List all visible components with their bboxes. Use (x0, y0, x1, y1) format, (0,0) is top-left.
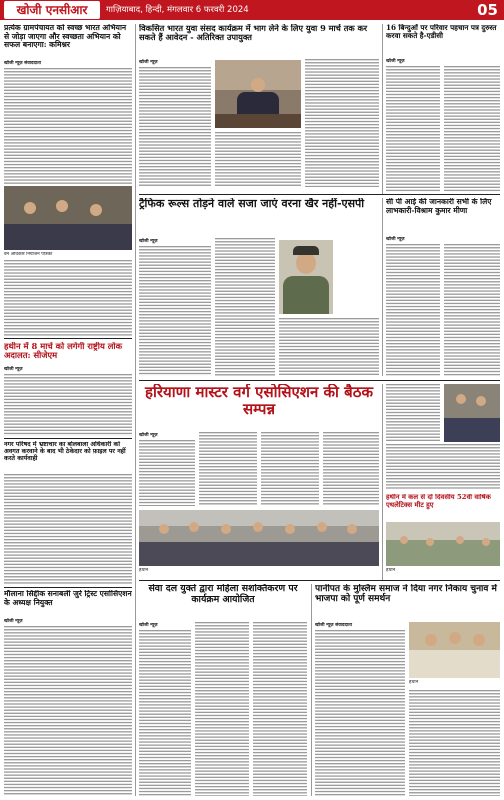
article-4-byline: खोजी न्यूज़ (4, 367, 23, 372)
article-3-headline: 16 बिन्दुओं पर परिवार पहचान पत्र दुरुस्त करवा सकते है-एडीसी (386, 24, 497, 41)
article-11-photo (409, 622, 500, 678)
article-5-headline: ट्रैफिक रूल्स तोड़ने वाले सजा जाएं वरना खैर नहीं-एसपी (139, 198, 365, 210)
column-separator (382, 384, 383, 580)
article-6-body-col2 (444, 244, 500, 376)
article-7-body-col3 (261, 432, 319, 506)
article-11-body (315, 630, 405, 796)
article-7-headline: हरियाणा मास्टर वर्ग एसोसिएशन की बैठक सम्पन्न (145, 384, 373, 418)
article-1-headline: प्रत्येक ग्रामपंचायत को स्वच्छ भारत अभियान से जोड़ा जाएगा और स्वच्छता अभियान को सफल बनाएगा: कमिश्नर (4, 24, 127, 49)
article-10-byline: खोजी न्यूज़ (139, 623, 158, 628)
article-6-headline: सी पी आई की जानकारी सभी के लिए लाभकारी-विश्राम कुमार मीणा (386, 198, 492, 215)
article-12-body (4, 474, 132, 584)
article-5-byline: खोजी न्यूज़ (139, 239, 158, 244)
column-separator (135, 24, 136, 796)
article-12-headline: नगर परिषद में भ्रष्टाचार का बोलबाला अधिकारी को अवगत करवाने के बाद भी ठेकेदार को फ़ाइल पर नहीं करते कार्यवाही (4, 441, 126, 463)
article-3-body (386, 66, 440, 192)
article-1-body-cont (4, 260, 132, 336)
masthead-bar (0, 0, 504, 20)
article-10-body-col3 (253, 622, 307, 796)
article-1-photo (4, 186, 132, 250)
article-5-body-col2 (215, 238, 275, 376)
photo-7-caption: हथीन (139, 568, 149, 573)
article-11-byline: खोजी न्यूज़ संवाददाता (315, 623, 352, 628)
article-8-photo (386, 522, 500, 566)
article-11-body-col2 (409, 690, 500, 796)
article-7-body (139, 440, 195, 506)
article-6-body-col3 (386, 384, 440, 442)
column-separator (311, 584, 312, 796)
article-2-body-col3 (305, 59, 379, 187)
article-6-photo (444, 384, 500, 442)
article-2-byline: खोजी न्यूज़ (139, 60, 158, 65)
divider (4, 438, 132, 439)
column-separator (382, 198, 383, 376)
article-3-body-col2 (444, 66, 500, 192)
article-5-body-col3 (279, 318, 379, 376)
article-10-body (139, 630, 191, 796)
divider (139, 380, 500, 381)
article-3-byline: खोजी न्यूज़ (386, 59, 405, 64)
divider (139, 580, 500, 581)
article-10-body-col2 (195, 622, 249, 796)
article-2-body (139, 67, 211, 187)
article-7-body-col4 (323, 432, 379, 506)
date-line: गाज़ियाबाद, हिन्दी, मंगलवार 6 फरवरी 2024 (106, 5, 249, 15)
article-1-body (4, 68, 132, 184)
article-9-body (4, 626, 132, 796)
article-5-body (139, 246, 211, 376)
article-7-photo (139, 510, 379, 566)
article-8-headline: हथीन में कल से दो दिवसीय 52वीं वार्षिक एथलेटिक्स मीट हुए (386, 494, 491, 509)
article-6-byline: खोजी न्यूज़ (386, 237, 405, 242)
article-2-photo (215, 60, 301, 128)
divider (139, 194, 500, 195)
article-2-body-cont (215, 132, 301, 187)
article-1-byline: खोजी न्यूज़ संवाददाता (4, 61, 41, 66)
divider (4, 338, 132, 339)
photo-8-caption: हथीन (386, 568, 396, 573)
article-9-headline: मौलाना सिद्दीक सनाबली जुर्रे ट्रिस्ट एसोसिएशन के अध्यक्ष नियुक्त (4, 590, 132, 607)
page-number: 05 (477, 1, 498, 19)
article-10-headline: सेवा दल युक्ते द्वारा महिला सशक्तिकरण पर कार्यक्रम आयोजित (148, 584, 298, 605)
article-2-headline: विकसित भारत युवा संसद कार्यक्रम में भाग लेने के लिए युवा 9 मार्च तक कर सकते हैं आवेदन - अतिरिक्त उपायुक्त (139, 24, 368, 43)
article-7-body-col2 (199, 432, 257, 506)
photo-11-caption: हथीन (409, 680, 419, 685)
article-6-body-col4 (386, 444, 500, 490)
article-4-headline: हथीन में 8 मार्च को लगेगी राष्ट्रीय लोक अदालत: सीजेएम (4, 342, 123, 361)
article-9-byline: खोजी न्यूज़ (4, 619, 23, 624)
photo-1-caption: वन अधिकार नियोजन पत्रिका (4, 252, 53, 257)
article-11-headline: पानीपत के मुस्लिम समाज ने दिया नगर निकाय चुनाव में भाजपा को पूर्ण समर्थन (315, 584, 497, 605)
article-4-body (4, 374, 132, 436)
newspaper-brand: खोजी एनसीआर (4, 1, 100, 19)
divider (4, 587, 132, 588)
article-6-body (386, 244, 440, 376)
column-separator (382, 24, 383, 194)
article-7-byline: खोजी न्यूज़ (139, 433, 158, 438)
article-5-photo (279, 240, 333, 314)
